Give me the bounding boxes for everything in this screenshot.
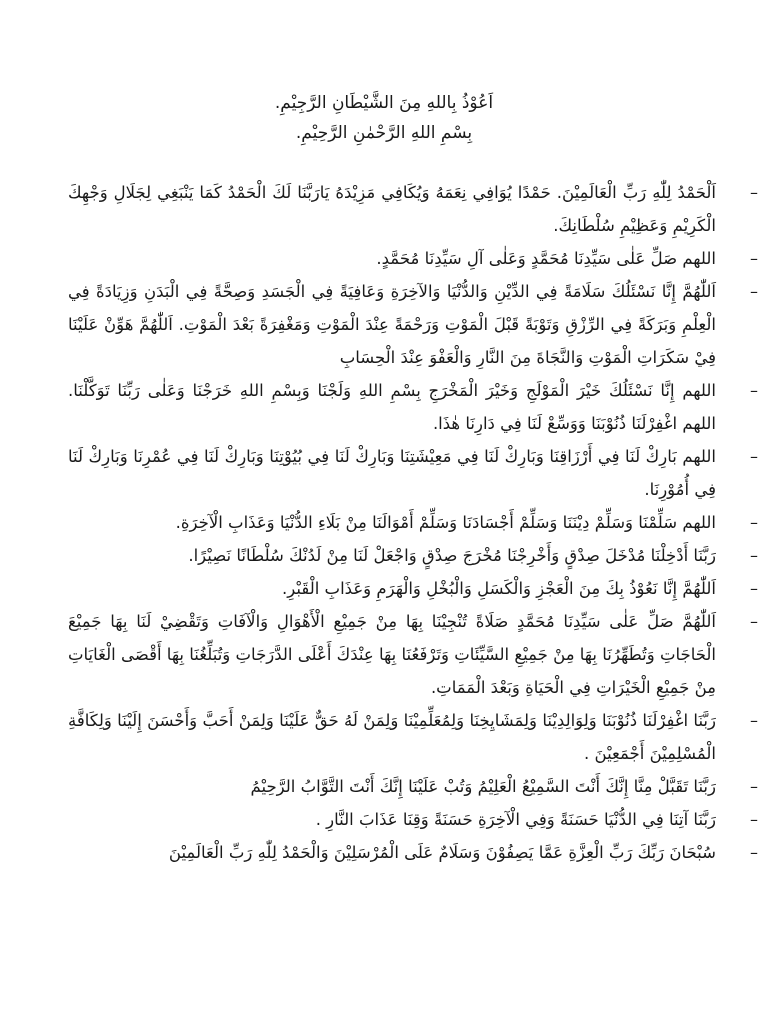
dua-item-3 [68,275,758,374]
dua-item-1 [68,176,758,242]
dua-item-11 [68,770,758,803]
dua-item-8 [68,572,758,605]
dua-text: اَللّٰهُمَّ صَلِّ عَلٰى سَيِّدِنَا مُحَمَّدٍ صَلَاةً تُنْجِيْنَا بِهَا مِنْ جَمِيْعِ الْأَهْوَالِ وَالْآفَاتِ وَتَقْضِيْ لَنَا بِهَا جَمِيْعَ الْحَاجَاتِ وَتُطَهِّرُنَا بِهَا مِنْ جَمِيْعِ السَّيِّئَاتِ وَتَرْفَعُنَا بِهَا عِنْدَكَ أَعْلَى الدَّرَجَاتِ وَتُبَلِّغُنَا بِهَا أَقْصَى الْغَايَاتِ مِنْ جَمِيْعِ الْخَيْرَاتِ فِي الْحَيَاةِ وَبَعْدَ الْمَمَاتِ. [68,612,716,697]
dua-text: اَلْحَمْدُ لِلّٰهِ رَبِّ الْعَالَمِيْنَ. حَمْدًا يُوَافِي نِعَمَهُ وَيُكَافِي مَزِيْدَهُ يَارَبَّنَا لَكَ الْحَمْدُ كَمَا يَنْبَغِي لِجَلَالِ وَجْهِكَ الْكَرِيْمِ وَعَظِيْمِ سُلْطَانِكَ. [68,183,716,235]
basmala-line: بِسْمِ اللهِ الرَّحْمٰنِ الرَّحِيْمِ. [295,123,473,143]
list-marker: – [750,513,758,532]
list-marker: – [750,183,758,202]
dua-text: رَبَّنَا تَقَبَّلْ مِنَّا إِنَّكَ أَنْتَ السَّمِيْعُ الْعَلِيْمُ وَتُبْ عَلَيْنَا إِنَّكَ أَنْتَ التَّوَّابُ الرَّحِيْمُ [250,777,716,796]
dua-item-2 [68,242,758,275]
dua-text: اللهم إِنَّا نَسْئَلُكَ خَيْرَ الْمَوْلَجِ وَخَيْرَ الْمَخْرَجِ بِسْمِ اللهِ وَلَجْنَا وَبِسْمِ اللهِ خَرَجْنَا وَعَلٰى رَبِّنَا تَوَكَّلْنَا. اللهم اغْفِرْلَنَا ذُنُوْبَنَا وَوَسِّعْ لَنَا فِي دَارِنَا هٰذَا. [68,381,716,433]
dua-text: رَبَّنَا أَدْخِلْنَا مُدْخَلَ صِدْقٍ وَأَخْرِجْنَا مُخْرَجَ صِدْقٍ وَاجْعَلْ لَنَا مِنْ لَدُنْكَ سُلْطَانًا نَصِيْرًا. [188,546,716,565]
dua-item-10 [68,704,758,770]
dua-text: اَللّٰهُمَّ إِنَّا نَعُوْذُ بِكَ مِنَ الْعَجْزِ وَالْكَسَلِ وَالْبُخْلِ وَالْهَرَمِ وَعَذَابِ الْقَبْرِ. [282,579,716,598]
list-marker: – [750,810,758,829]
list-marker: – [750,249,758,268]
dua-item-7 [68,539,758,572]
dua-text: رَبَّنَا آتِنَا فِي الدُّنْيَا حَسَنَةً وَفِي الْآخِرَةِ حَسَنَةً وَقِنَا عَذَابَ النَّارِ . [315,810,716,829]
list-marker: – [750,447,758,466]
dua-list [68,176,758,869]
list-marker: – [750,381,758,400]
dua-text: اللهم سَلِّمْنَا وَسَلِّمْ دِيْنَنَا وَسَلِّمْ أَجْسَادَنَا وَسَلِّمْ أَمْوَالَنَا مِنْ بَلَاءِ الدُّنْيَا وَعَذَابِ الْآخِرَةِ. [175,513,716,532]
list-marker: – [750,843,758,862]
dua-text: اَللّٰهُمَّ إِنَّا نَسْئَلُكَ سَلَامَةً فِي الدِّيْنِ وَالدُّنْيَا وَالآخِرَةِ وَعَافِيَةً فِي الْجَسَدِ وَصِحَّةً فِي الْبَدَنِ وَزِيَادَةً فِي الْعِلْمِ وَبَرَكَةً فِي الرِّزْقِ وَتَوْبَةً قَبْلَ الْمَوْتِ وَرَحْمَةً عِنْدَ الْمَوْتِ وَمَغْفِرَةً بَعْدَ الْمَوْتِ. اَللّٰهُمَّ هَوِّنْ عَلَيْنَا فِيْ سَكَرَاتِ الْمَوْتِ وَالنَّجَاةَ مِنَ النَّارِ وَالْعَفْوَ عِنْدَ الْحِسَابِ [68,282,716,367]
dua-item-5 [68,440,758,506]
taawwudh-line: اَعُوْذُ بِاللهِ مِنَ الشَّيْطَانِ الرَّجِيْمِ. [274,93,494,113]
dua-text: سُبْحَانَ رَبِّكَ رَبِّ الْعِزَّةِ عَمَّا يَصِفُوْنَ وَسَلَامٌ عَلَى الْمُرْسَلِيْنَ وَالْحَمْدُ لِلّٰهِ رَبِّ الْعَالَمِيْنَ [168,843,716,862]
dua-text: رَبَّنَا اغْفِرْلَنَا ذُنُوْبَنَا وَلِوَالِدِيْنَا وَلِمَشَايِخِنَا وَلِمُعَلِّمِيْنَا وَلِمَنْ لَهُ حَقٌّ عَلَيْنَا وَلِمَنْ أَحَبَّ وَأَحْسَنَ إِلَيْنَا وَلِكَافَّةِ الْمُسْلِمِيْنَ أَجْمَعِيْنَ . [68,711,716,763]
list-marker: – [750,711,758,730]
list-marker: – [750,777,758,796]
dua-item-4 [68,374,758,440]
dua-text: اللهم صَلِّ عَلٰى سَيِّدِنَا مُحَمَّدٍ وَعَلٰى آلِ سَيِّدِنَا مُحَمَّدٍ. [376,249,716,268]
list-marker: – [750,546,758,565]
dua-item-12 [68,803,758,836]
dua-item-13 [68,836,758,869]
list-marker: – [750,282,758,301]
list-marker: – [750,579,758,598]
dua-item-6 [68,506,758,539]
dua-item-9 [68,605,758,704]
list-marker: – [750,612,758,631]
dua-text: اللهم بَارِكْ لَنَا فِي أَرْزَاقِنَا وَبَارِكْ لَنَا فِي مَعِيْشَتِنَا وَبَارِكْ لَنَا فِي بُيُوْتِنَا وَبَارِكْ لَنَا فِي عُمْرِنَا وَبَارِكْ لَنَا فِي أُمُوْرِنَا. [68,447,716,499]
